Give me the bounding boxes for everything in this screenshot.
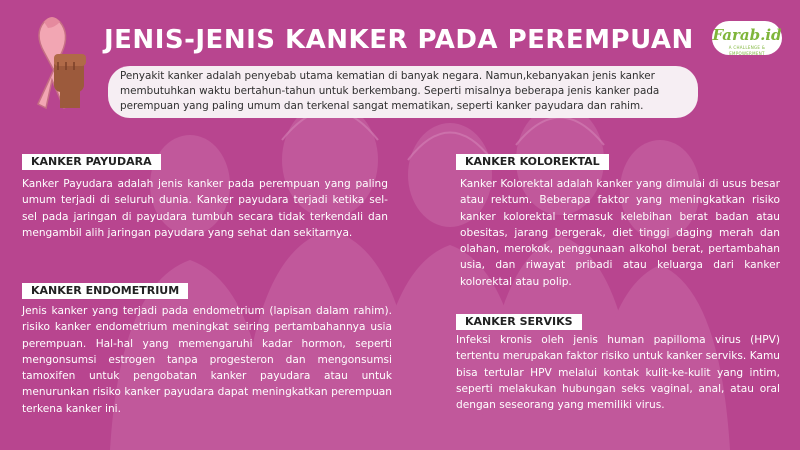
intro-paragraph: Penyakit kanker adalah penyebab utama kematian di banyak negara. Namun,kebanyakan jenis kanker membutuhkan waktu bertahun-tahun untuk berkembang. Seperti misalnya beberapa jenis kanker pada perempuan yang paling umum dan terkenal sangat mematikan, seperti kanker payudara dan rahim. [108,66,698,118]
logo-name: Farab.id [712,26,782,44]
farab-logo [712,21,782,55]
heading-kanker-endometrium: KANKER ENDOMETRIUM [22,283,188,299]
pink-ribbon-fist-icon [14,14,96,110]
heading-kanker-kolorektal: KANKER KOLOREKTAL [456,154,609,170]
heading-kanker-payudara: KANKER PAYUDARA [22,154,161,170]
logo-tagline: A CHALLENGE & EMPOWERMENT [728,45,766,56]
heading-kanker-serviks: KANKER SERVIKS [456,314,582,330]
page-title: JENIS-JENIS KANKER PADA PEREMPUAN [104,25,694,55]
text-kanker-serviks: Infeksi kronis oleh jenis human papilloma virus (HPV) tertentu merupakan faktor risiko untuk kanker serviks. Kamu bisa tertular HPV melalui kontak kulit-ke-kulit yang intim, seperti melakukan hubungan seks vaginal, anal, atau oral dengan seseorang yang memiliki virus. [456,334,780,412]
text-kanker-endometrium: Jenis kanker yang terjadi pada endometrium (lapisan dalam rahim). risiko kanker endometrium meningkat seiring pertambahannya usia perempuan. Hal-hal yang memengaruhi kadar hormon, seperti mengonsumsi estrogen tanpa progesteron dan mengonsumsi tamoxifen untuk pengobatan kanker payudara atau untuk menurunkan risiko kanker payudara dapat meningkatkan perempuan terkena kanker ini. [22,305,392,415]
text-kanker-payudara: Kanker Payudara adalah jenis kanker pada perempuan yang paling umum terjadi di seluruh dunia. Kanker payudara terjadi ketika sel-sel pada jaringan di payudara tumbuh secara tidak terkendali dan mengambil alih jaringan payudara yang sehat dan sekitarnya. [22,178,388,239]
text-kanker-kolorektal: Kanker Kolorektal adalah kanker yang dimulai di usus besar atau rektum. Beberapa faktor yang meningkatkan risiko kanker kolorektal termasuk kelebihan berat badan atau obesitas, jarang bergerak, diet tinggi daging merah dan olahan, merokok, penggunaan alkohol berat, pertambahan usia, dan riwayat pribadi atau keluarga dari kanker kolorektal atau polip. [460,178,780,288]
